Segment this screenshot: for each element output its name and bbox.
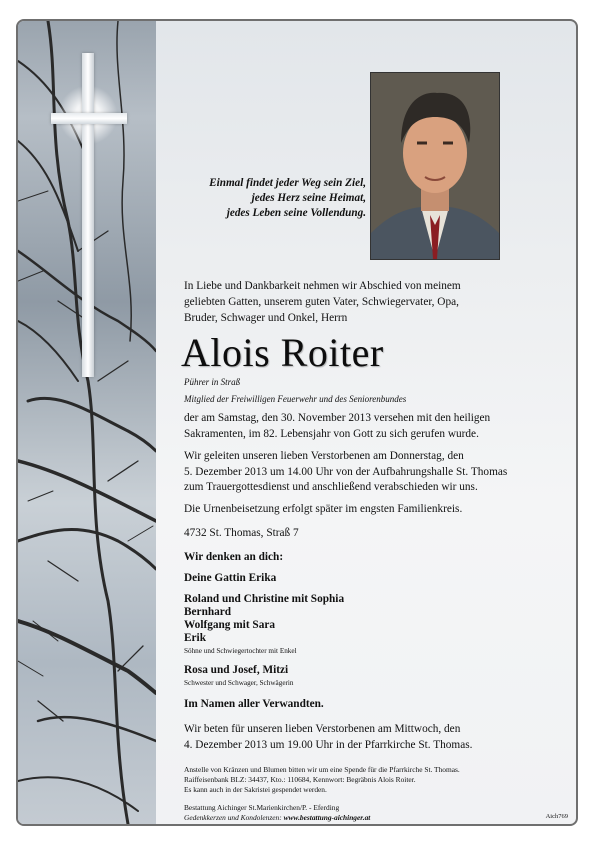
mourner-child-3: Wolfgang mit Sara — [184, 619, 276, 631]
mourner-siblings: Rosa und Josef, Mitzi — [184, 664, 289, 676]
prayer-notice: Wir beten für unseren lieben Verstorbenen am Mittwoch, den 4. Dezember 2013 um 19.00 Uhr in der Pfarrkirche St. Thomas. — [184, 723, 473, 751]
urn-notice: Die Urnenbeisetzung erfolgt später im engsten Familienkreis. — [184, 503, 463, 515]
mourner-child-4: Erik — [184, 632, 206, 644]
funeral-notice: Wir geleiten unseren lieben Verstorbenen am Donnerstag, den 5. Dezember 2013 um 14.00 Uhr von der Aufbahrungshalle St. Thomas zum Trauergottesdienst und anschließend verabschieden wir uns. — [184, 450, 508, 493]
cross-icon — [82, 53, 94, 377]
motto: Einmal findet jeder Weg sein Ziel, jedes Herz seine Heimat, jedes Leben seine Vollendung. — [209, 177, 366, 219]
membership: Mitglied der Freiwilligen Feuerwehr und des Seniorenbundes — [184, 394, 407, 404]
portrait-image — [371, 73, 499, 259]
condolence-label: Gedenkkerzen und Kondolenzen: — [184, 813, 282, 822]
sky-tree-panel — [18, 21, 156, 824]
document-code: Aich769 — [545, 813, 568, 820]
mourner-child-2: Bernhard — [184, 606, 232, 618]
relatives-line: Im Namen aller Verwandten. — [184, 698, 324, 710]
siblings-note: Schwester und Schwager, Schwägerin — [184, 679, 294, 687]
deceased-name: Alois Roiter — [181, 330, 384, 375]
mourner-child-1: Roland und Christine mit Sophia — [184, 593, 345, 605]
children-note: Söhne und Schwiegertochter mit Enkel — [184, 647, 297, 655]
mourner-wife: Deine Gattin Erika — [184, 572, 277, 584]
undertaker-info: Bestattung Aichinger St.Marienkirchen/P. - Eferding Gedenkkerzen und Kondolenzen: www.bestattung-aichinger.at — [184, 803, 371, 822]
occupation: Pührer in Straß — [184, 377, 241, 387]
donation-notice: Anstelle von Kränzen und Blumen bitten wir um eine Spende für die Pfarrkirche St. Thomas. Raiffeisenbank BLZ: 34437, Kto.: 110684, Kennwort: Begräbnis Alois Roiter. Es kann auch in der Sakristei gespendet werden. — [184, 765, 460, 794]
obituary-card — [16, 19, 578, 826]
cross-arm — [51, 113, 127, 124]
undertaker-website: www.bestattung-aichinger.at — [283, 813, 371, 822]
mourners-heading: Wir denken an dich: — [184, 551, 284, 563]
portrait-photo — [370, 72, 500, 260]
intro-text: In Liebe und Dankbarkeit nehmen wir Abschied von meinem geliebten Gatten, unserem guten Vater, Schwiegervater, Opa, Bruder, Schwager und Onkel, Herrn — [184, 280, 461, 324]
death-notice: der am Samstag, den 30. November 2013 versehen mit den heiligen Sakramenten, im 82. Lebensjahr von Gott zu sich gerufen wurde. — [184, 412, 491, 440]
address: 4732 St. Thomas, Straß 7 — [184, 527, 299, 539]
